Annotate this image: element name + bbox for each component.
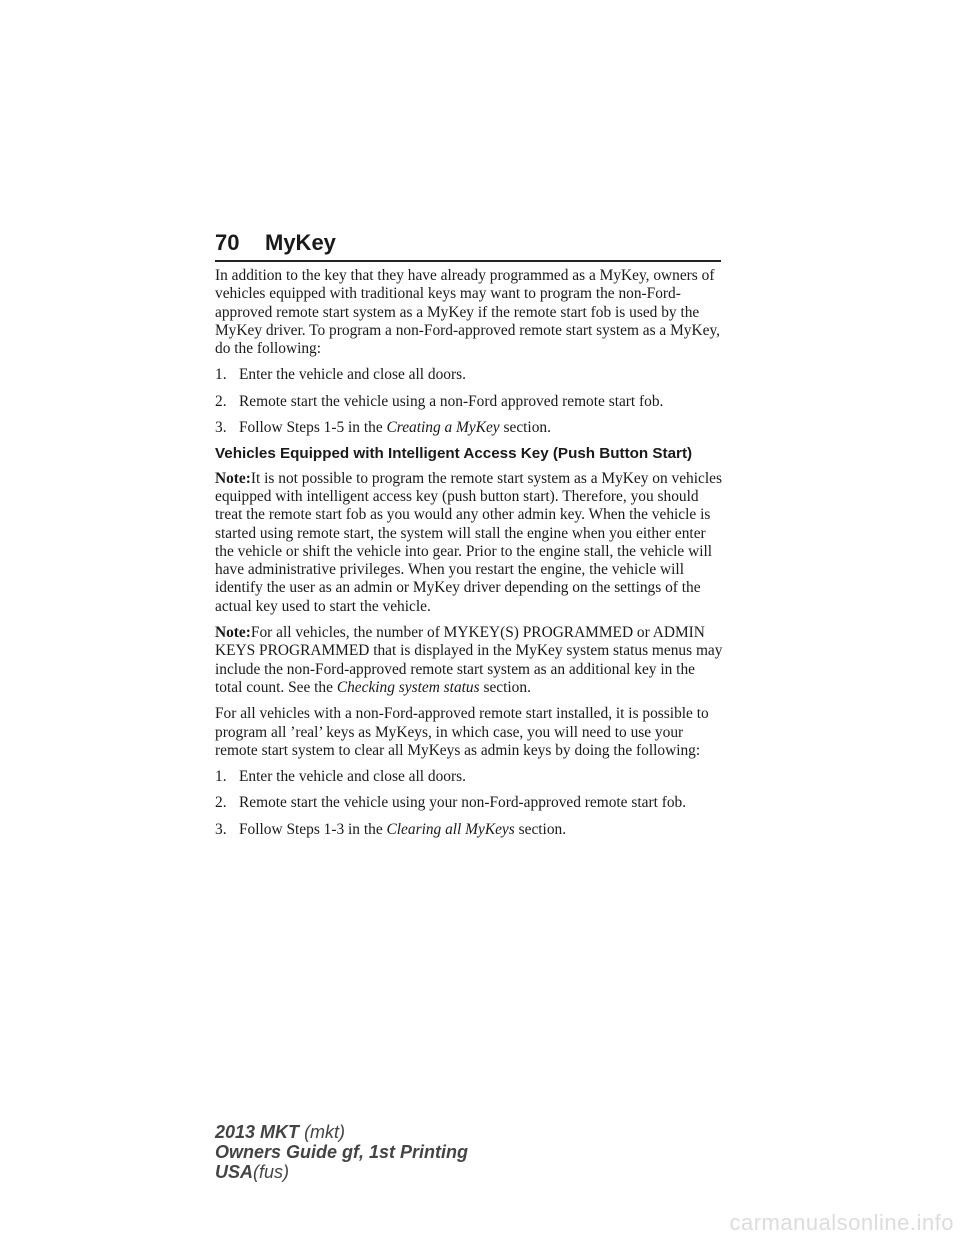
step-text: Enter the vehicle and close all doors. — [239, 768, 466, 786]
note-label: Note: — [215, 624, 251, 642]
footer-model-year: 2013 MKT — [215, 1122, 300, 1142]
step-text-before: Follow Steps 1-3 in the — [239, 820, 383, 838]
step-text-before: Follow Steps 1-5 in the — [239, 419, 383, 437]
step-text-after: section. — [518, 820, 567, 838]
list-item — [215, 366, 725, 384]
step-text: Enter the vehicle and close all doors. — [239, 366, 466, 384]
list-item — [215, 393, 725, 411]
subheading: Vehicles Equipped with Intelligent Access Key (Push Button Start) — [215, 445, 693, 463]
body-paragraph: For all vehicles with a non-Ford-approved remote start installed, it is possible to program all ’real’ keys as MyKeys, in which case, you will need to use your remote start system to clear all MyKeys as admin keys by doing the following: — [215, 705, 709, 759]
note-text-after: section. — [483, 678, 531, 696]
page-number: 70 — [215, 230, 240, 255]
footer-line-model — [215, 1122, 468, 1142]
step-number: 3. — [215, 419, 227, 437]
page-header — [215, 230, 721, 262]
footer-region-code: (fus) — [253, 1162, 290, 1182]
step-text — [239, 821, 725, 839]
step-number: 3. — [215, 820, 227, 838]
note-text: For all vehicles, the number of MYKEY(S) PROGRAMMED or ADMIN KEYS PROGRAMMED that is displayed in the MyKey system status menus may include the non-Ford-approved remote start system as an additional key in the total count. See the — [215, 624, 723, 696]
section-reference-checking-status: Checking system status — [336, 678, 480, 696]
section-reference-clearing-mykeys: Clearing all MyKeys — [386, 820, 515, 838]
note-label: Note: — [215, 469, 251, 487]
footer-region: USA — [215, 1162, 254, 1182]
note-text: It is not possible to program the remote start system as a MyKey on vehicles equipped with intelligent access key (push button start). Therefore, you should treat the remote start fob as you would any other admin key. When the vehicle is started using remote start, the system will stall the engine when you either enter the vehicle or shift the vehicle into gear. Prior to the engine stall, the vehicle will have administrative privileges. When you restart the engine, the vehicle will identify the user as an admin or MyKey driver depending on the settings of the actual key used to start the vehicle. — [215, 469, 722, 615]
print-footer — [215, 1122, 468, 1182]
footer-line-region — [215, 1162, 468, 1182]
footer-line-printing: Owners Guide gf, 1st Printing — [215, 1142, 469, 1162]
page-content — [215, 267, 725, 847]
list-item — [215, 768, 725, 786]
step-text: Remote start the vehicle using your non-Ford-approved remote start fob. — [239, 794, 687, 812]
step-number: 1. — [215, 768, 227, 786]
step-number: 2. — [215, 392, 227, 410]
note-paragraph — [215, 470, 725, 616]
list-item — [215, 821, 725, 839]
note-paragraph — [215, 624, 725, 697]
watermark: carmanualsonline.info — [729, 1210, 954, 1235]
list-item — [215, 794, 725, 812]
step-text: Remote start the vehicle using a non-Ford approved remote start fob. — [239, 392, 664, 410]
list-item — [215, 419, 725, 437]
section-reference-creating-mykey: Creating a MyKey — [386, 419, 500, 437]
step-text-after: section. — [503, 419, 551, 437]
step-text — [239, 419, 725, 437]
section-title: MyKey — [265, 230, 336, 255]
intro-paragraph: In addition to the key that they have already programmed as a MyKey, owners of vehicles equipped with traditional keys may want to program the non-Ford-approved remote start system as a MyKey if the remote start fob is used by the MyKey driver. To program a non-Ford-approved remote start system as a MyKey, do the following: — [215, 267, 720, 358]
step-number: 2. — [215, 794, 227, 812]
footer-model-code: (mkt) — [304, 1122, 346, 1142]
step-number: 1. — [215, 366, 227, 384]
